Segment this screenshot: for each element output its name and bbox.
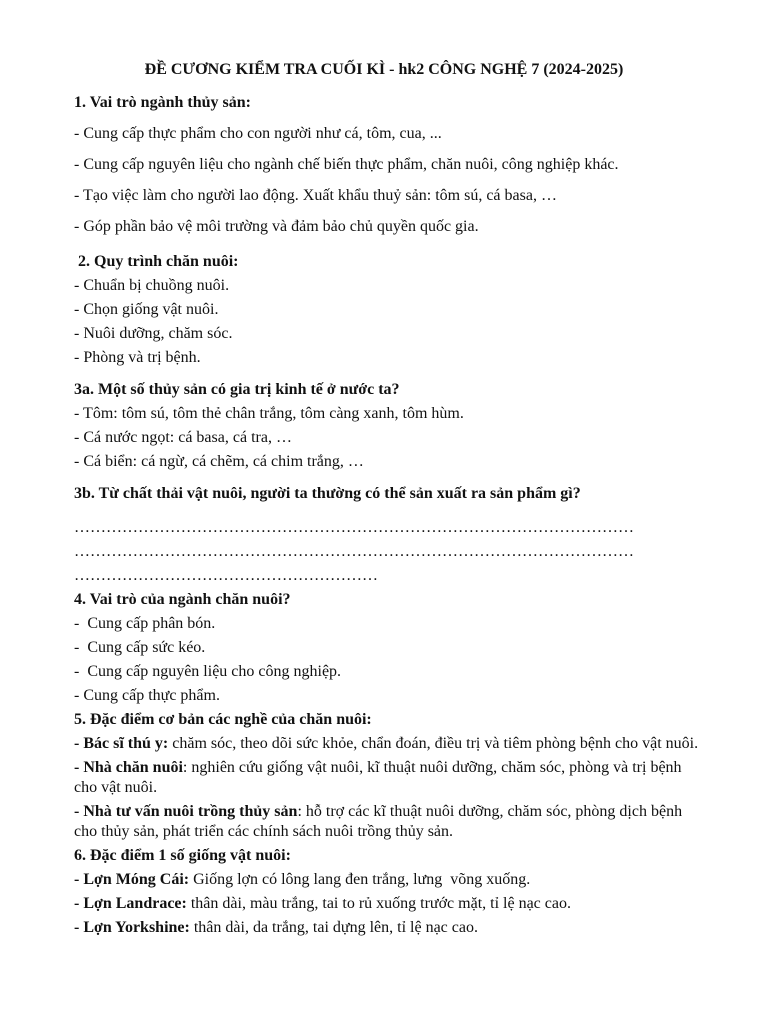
section-6 bbox=[74, 846, 704, 938]
section-3a-item: - Cá nước ngọt: cá basa, cá tra, … bbox=[74, 429, 292, 446]
item-text: thân dài, da trắng, tai dựng lên, tỉ lệ nạc cao. bbox=[189, 919, 478, 936]
section-1-item: - Tạo việc làm cho người lao động. Xuất khẩu thuỷ sản: tôm sú, cá basa, … bbox=[74, 187, 557, 204]
section-5-item bbox=[74, 734, 704, 754]
item-text: : nghiên cứu giống vật nuôi, kĩ thuật nuôi dưỡng, chăm sóc, phòng và trị bệnh cho vật nuôi. bbox=[74, 759, 682, 796]
section-4-heading: 4. Vai trò của ngành chăn nuôi? bbox=[74, 591, 291, 608]
answer-line: …………………………………………………………………………………………… bbox=[74, 519, 634, 536]
section-5-item bbox=[74, 802, 704, 842]
section-6-item bbox=[74, 870, 704, 890]
section-5-heading: 5. Đặc điểm cơ bản các nghề của chăn nuôi: bbox=[74, 711, 372, 728]
item-text: thân dài, màu trắng, tai to rủ xuống trước mặt, tỉ lệ nạc cao. bbox=[186, 895, 571, 912]
item-label: - Nhà chăn nuôi bbox=[74, 759, 183, 776]
section-5 bbox=[74, 710, 704, 842]
section-2-item: - Phòng và trị bệnh. bbox=[74, 349, 201, 366]
answer-line: …………………………………………………………………………………………… bbox=[74, 543, 634, 560]
document-title: ĐỀ CƯƠNG KIỂM TRA CUỐI KÌ - hk2 CÔNG NGHỆ 7 (2024-2025) bbox=[144, 61, 624, 78]
section-6-heading: 6. Đặc điểm 1 số giống vật nuôi: bbox=[74, 847, 291, 864]
section-3a-heading: 3a. Một số thủy sản có gia trị kinh tế ở nước ta? bbox=[74, 381, 400, 398]
section-3b bbox=[74, 484, 704, 586]
item-text: chăm sóc, theo dõi sức khỏe, chẩn đoán, điều trị và tiêm phòng bệnh cho vật nuôi. bbox=[168, 735, 699, 752]
section-3b-heading: 3b. Từ chất thải vật nuôi, người ta thường có thể sản xuất ra sản phẩm gì? bbox=[74, 485, 581, 502]
section-6-item bbox=[74, 918, 704, 938]
section-2-heading: 2. Quy trình chăn nuôi: bbox=[74, 253, 239, 270]
section-2 bbox=[74, 252, 704, 368]
section-1-item: - Góp phần bảo vệ môi trường và đảm bảo chủ quyền quốc gia. bbox=[74, 218, 479, 235]
section-2-item: - Chọn giống vật nuôi. bbox=[74, 301, 219, 318]
answer-line: ………………………………………………… bbox=[74, 567, 378, 584]
section-4 bbox=[74, 590, 704, 706]
item-label: - Lợn Yorkshine: bbox=[74, 919, 190, 936]
section-1-heading: 1. Vai trò ngành thủy sản: bbox=[74, 94, 251, 111]
item-label: - Lợn Landrace: bbox=[74, 895, 187, 912]
section-2-item: - Nuôi dưỡng, chăm sóc. bbox=[74, 325, 233, 342]
item-label: - Nhà tư vấn nuôi trồng thủy sản bbox=[74, 803, 298, 820]
section-4-item: - Cung cấp sức kéo. bbox=[74, 639, 206, 656]
section-2-item: - Chuẩn bị chuồng nuôi. bbox=[74, 277, 230, 294]
item-text: : hỗ trợ các kĩ thuật nuôi dưỡng, chăm sóc, phòng dịch bệnh cho thủy sản, phát triển các chính sách nuôi trồng thủy sản. bbox=[74, 803, 683, 840]
section-6-item bbox=[74, 894, 704, 914]
item-text: Giống lợn có lông lang đen trắng, lưng võng xuống. bbox=[189, 871, 531, 888]
section-1 bbox=[74, 93, 704, 237]
section-3a-item: - Cá biển: cá ngừ, cá chẽm, cá chim trắng, … bbox=[74, 453, 364, 470]
item-label: - Lợn Móng Cái: bbox=[74, 871, 190, 888]
section-4-item: - Cung cấp thực phẩm. bbox=[74, 687, 220, 704]
section-3a-item: - Tôm: tôm sú, tôm thẻ chân trắng, tôm càng xanh, tôm hùm. bbox=[74, 405, 464, 422]
section-1-item: - Cung cấp thực phẩm cho con người như cá, tôm, cua, ... bbox=[74, 125, 442, 142]
section-3a bbox=[74, 380, 704, 472]
document-body bbox=[74, 93, 704, 942]
section-4-item: - Cung cấp phân bón. bbox=[74, 615, 216, 632]
section-1-item: - Cung cấp nguyên liệu cho ngành chế biến thực phẩm, chăn nuôi, công nghiệp khác. bbox=[74, 156, 619, 173]
section-5-item bbox=[74, 758, 704, 798]
item-label: - Bác sĩ thú y: bbox=[74, 735, 169, 752]
section-4-item: - Cung cấp nguyên liệu cho công nghiệp. bbox=[74, 663, 342, 680]
